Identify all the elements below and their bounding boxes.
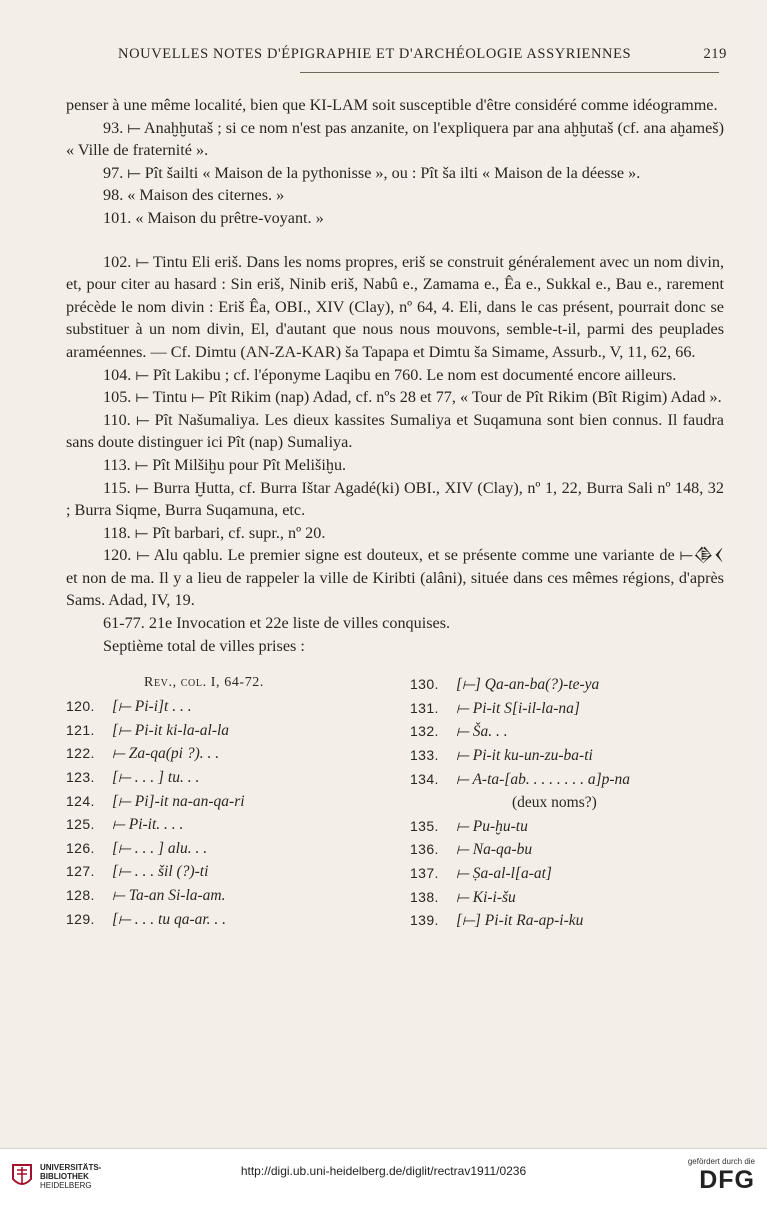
table-row <box>410 909 724 933</box>
entry-number: 134. <box>410 770 439 787</box>
entry-text: [⟝ Pi-it ki-la-al-la <box>112 721 230 739</box>
paragraph: 118. ⟝ Pît barbari, cf. supr., nº 20. <box>103 523 326 542</box>
table-row <box>410 768 724 792</box>
funded-by-text: gefördert durch die <box>687 1157 755 1166</box>
table-row <box>66 837 386 861</box>
entry-number: 137. <box>410 865 439 881</box>
paragraph: 101. « Maison du prêtre-voyant. » <box>103 208 324 227</box>
funder-name: DFG <box>699 1166 755 1194</box>
entry-number: 136. <box>410 841 439 858</box>
table-row <box>66 695 386 719</box>
paragraph: 120. ⟝ Alu qablu. Le premier signe est douteux, et se présente comme une variante de ⟝𒆠𒌋 et non de ma. Il y a lieu de rappeler la ville de Kiribti (alâni), située dans ces mêmes régions, d'après Sams. Adad, IV, 19. <box>66 546 724 610</box>
body-text <box>66 94 724 955</box>
entry-text: ⟝ Pi-it ku-un-zu-ba-ti <box>456 747 593 765</box>
entry-text: ⟝ Pi-it. . . . <box>112 816 184 834</box>
paragraph: 113. ⟝ Pît Milšiḫu pour Pît Melišiḫu. <box>103 455 347 474</box>
table-row <box>66 790 386 814</box>
paragraph: 115. ⟝ Burra Ḫutta, cf. Burra Ištar Agadé(ki) OBI., XIV (Clay), nº 1, 22, Burra Sali nº 148, 32 ; Burra Siqme, Burra Suqamuna, etc. <box>66 478 724 520</box>
entry-number: 139. <box>410 912 439 929</box>
entry-text: [⟝ . . . ] tu. . . <box>112 769 200 787</box>
entry-number: 120. <box>66 698 95 715</box>
entry-number: 130. <box>410 676 439 693</box>
library-name-line1: UNIVERSITÄTS- <box>40 1162 102 1172</box>
library-name-line3: HEIDELBERG <box>40 1180 92 1190</box>
table-row <box>410 697 724 721</box>
paragraph: 98. « Maison des citernes. » <box>103 186 285 205</box>
running-head-title: NOUVELLES NOTES D'ÉPIGRAPHIE ET D'ARCHÉOLOGIE ASSYRIENNES <box>118 46 632 62</box>
paragraph: Septième total de villes prises : <box>103 636 305 655</box>
table-row <box>66 719 386 743</box>
entry-text: ⟝ Ta-an Si-la-am. <box>112 887 226 904</box>
paragraph: 110. ⟝ Pît Našumaliya. Les dieux kassites Sumaliya et Suqamuna sont bien connus. Il faudra sans doute distinguer ici Pît (nap) Sumaliya. <box>66 410 724 452</box>
entry-text: ⟝ Za-qa(pi ?). . . <box>112 745 220 763</box>
page-number: 219 <box>703 46 727 62</box>
city-list-left-column <box>66 695 386 931</box>
digitization-footer <box>0 1148 767 1207</box>
entry-text: ⟝ Pi-it S[i-il-la-na] <box>456 699 580 717</box>
entry-text: [⟝ . . . tu qa-ar. . . <box>112 910 227 928</box>
table-row <box>410 815 724 839</box>
table-row <box>410 720 724 744</box>
table-row <box>410 838 724 862</box>
entry-text: ⟝ Ša. . . <box>456 723 508 741</box>
entry-text: ⟝ Pu-ḫu-tu <box>456 817 528 835</box>
entry-number: 135. <box>410 817 439 834</box>
funder-logo[interactable] <box>688 1157 755 1194</box>
entry-number: 123. <box>66 769 95 786</box>
entry-number: 132. <box>410 723 439 740</box>
paragraph: 104. ⟝ Pît Lakibu ; cf. l'éponyme Laqibu en 760. Le nom est documenté encore ailleurs. <box>103 365 677 384</box>
table-row <box>410 673 724 697</box>
entry-number: 122. <box>66 745 95 762</box>
paragraph: 97. ⟝ Pît šailti « Maison de la pythonisse », ou : Pît ša ilti « Maison de la déesse ». <box>103 163 641 182</box>
entry-text: [⟝ . . . šil (?)-ti <box>112 863 209 881</box>
entry-number: 125. <box>66 816 95 833</box>
table-row <box>66 742 386 766</box>
entry-number: 121. <box>66 721 95 738</box>
table-row <box>410 886 724 910</box>
running-head <box>66 46 727 63</box>
table-row <box>66 860 386 884</box>
table-row <box>410 862 724 886</box>
entry-text: [⟝ . . . ] alu. . . <box>112 839 208 857</box>
city-list-right-column <box>410 673 724 933</box>
entry-text: [⟝] Pi-it Ra-ap-i-ku <box>456 912 584 930</box>
table-row <box>66 766 386 790</box>
table-row <box>410 744 724 768</box>
paragraph-list <box>66 94 724 657</box>
table-heading: Rev., col. I, 64-72. <box>144 675 264 691</box>
entry-note: (deux noms?) <box>512 794 597 812</box>
paragraph: 61-77. 21e Invocation et 22e liste de villes conquises. <box>103 614 451 633</box>
paragraph: 105. ⟝ Tintu ⟝ Pît Rikim (nap) Adad, cf. nºs 28 et 77, « Tour de Pît Rikim (Bît Rigim) Adad ». <box>103 388 722 407</box>
permalink-url[interactable]: http://digi.ub.uni-heidelberg.de/diglit/rectrav1911/0236 <box>240 1164 527 1178</box>
entry-number: 131. <box>410 699 439 716</box>
entry-text: ⟝ A-ta-[ab. . . . . . . . a]p-na <box>456 770 631 788</box>
table-row <box>66 908 386 932</box>
entry-number: 129. <box>66 910 95 927</box>
paragraph: penser à une même localité, bien que KI-LAM soit susceptible d'être considéré comme idéogramme. <box>66 96 718 114</box>
entry-text: [⟝ Pi-i]t . . . <box>112 698 192 716</box>
entry-number: 124. <box>66 792 95 809</box>
table-row <box>66 813 386 837</box>
entry-number: 127. <box>66 863 95 880</box>
library-name-line2: BIBLIOTHEK <box>40 1171 89 1181</box>
header-rule <box>300 72 719 73</box>
entry-text: [⟝ Pi]-it na-an-qa-ri <box>112 792 245 810</box>
entry-text: [⟝] Qa-an-ba(?)-te-ya <box>456 676 600 694</box>
entry-number: 133. <box>410 747 439 764</box>
paragraph: 102. ⟝ Tintu Eli eriš. Dans les noms propres, eriš se construit généralement avec un nom divin, et, pour citer au hasard : Sin eriš, Ninib eriš, Nabû e., Zamama e., Êa e., Sukkal e., Bau e., rarement précède le nom divin : Eriš Êa, OBI., XIV (Clay), nº 64, 4. Eli, dans le cas présent, pourrait donc se substituer à un nom divin, El, d'autant que nous nous mouvons, semble-t-il, parmi des peuplades araméennes. — Cf. Dimtu (AN-ZA-KAR) ša Tapapa et Dimtu ša Simame, Assurb., V, 11, 62, 66. <box>66 252 724 361</box>
entry-number: 128. <box>66 887 95 903</box>
entry-text: ⟝ Ṣa-al-l[a-at] <box>456 865 552 882</box>
entry-text: ⟝ Na-qa-bu <box>456 841 533 859</box>
entry-text: ⟝ Ki-i-šu <box>456 888 516 906</box>
entry-number: 126. <box>66 839 95 856</box>
entry-number: 138. <box>410 888 439 905</box>
table-row <box>66 884 386 908</box>
paragraph: 93. ⟝ Anaḫḫutaš ; si ce nom n'est pas anzanite, on l'expliquera par ana aḫḫutaš (cf. ana aḫameš) « Ville de fraternité ». <box>66 118 724 160</box>
table-row <box>410 791 724 815</box>
